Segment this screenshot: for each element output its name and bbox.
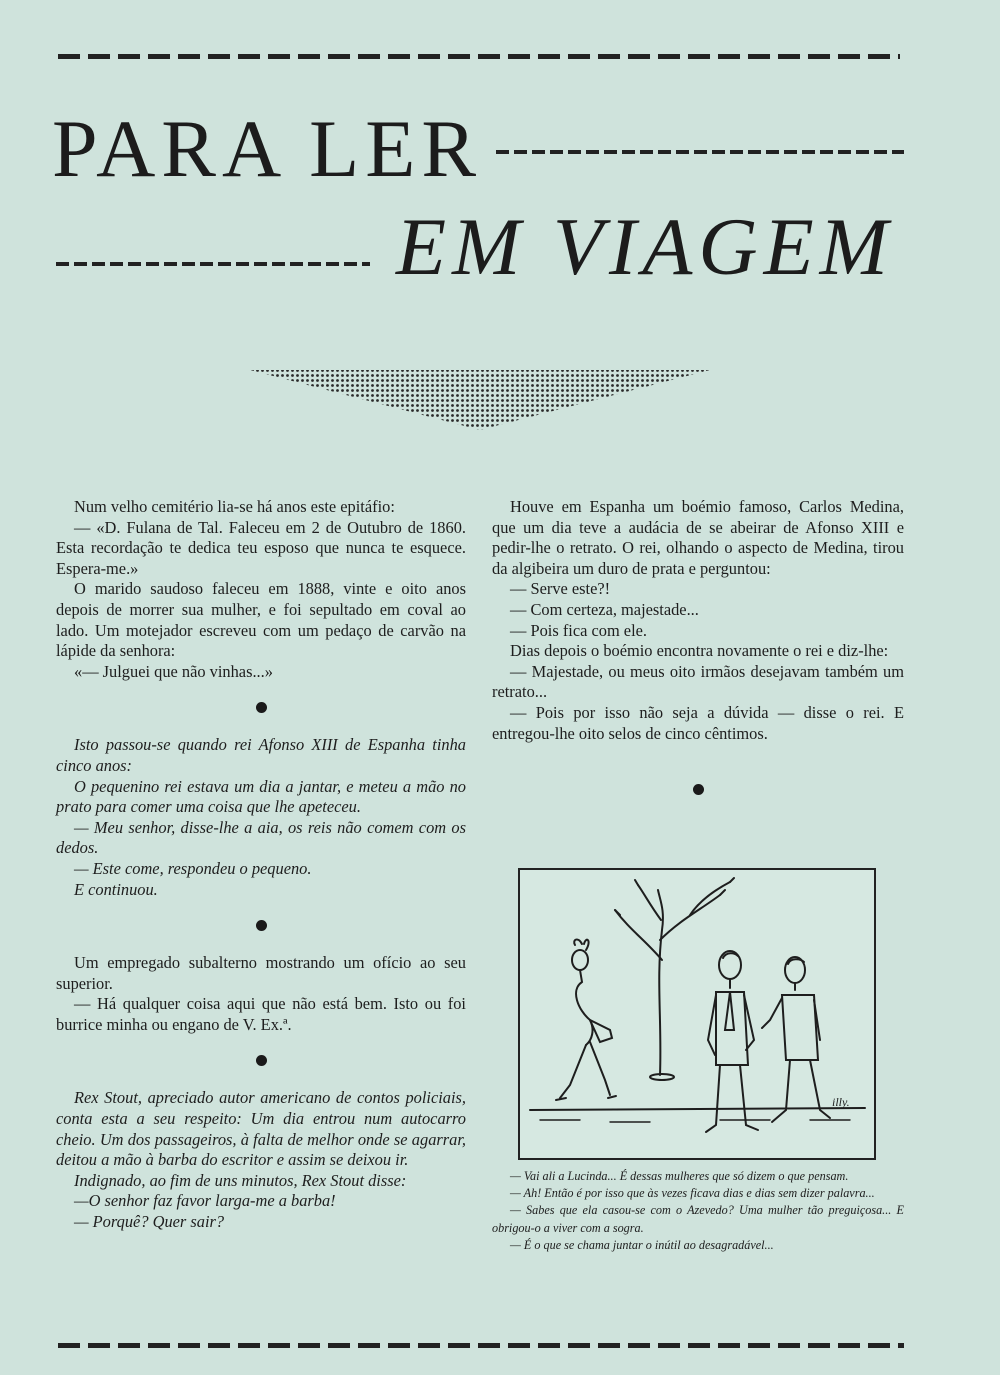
paragraph: — «D. Fulana de Tal. Faleceu em 2 de Outubro de 1860. Esta recordação te dedica teu esposo que nunca te esquece. Espera-me.» <box>56 517 466 578</box>
separator-dot <box>256 1055 267 1066</box>
paragraph: — Porquê? Quer sair? <box>74 1212 225 1232</box>
paragraph: Rex Stout, apreciado autor americano de contos policiais, conta esta a seu respeito: Um dia entrou num autocarro cheio. Um dos passageiros, à falta de melhor onde se agarrar, deitou a mão à barba do escritor e assim se deixou ir. <box>56 1088 466 1170</box>
right-column <box>492 497 904 817</box>
story-king-child <box>56 735 466 900</box>
cartoon-drawing <box>520 870 874 1158</box>
paragraph: — Há qualquer coisa aqui que não está bem. Isto ou foi burrice minha ou engano de V. Ex.ª. <box>56 994 466 1034</box>
triangle-ornament <box>250 368 710 434</box>
cartoon-illustration <box>518 868 876 1160</box>
paragraph: — Majestade, ou meus oito irmãos desejavam também um retrato... <box>492 661 904 702</box>
bottom-border <box>58 1343 904 1348</box>
cartoon-caption <box>492 1168 904 1254</box>
separator-dot <box>256 702 267 713</box>
paragraph: Num velho cemitério lia-se há anos este epitáfio: <box>74 497 395 516</box>
story-epitaph <box>56 497 466 682</box>
title-dash-left <box>56 262 370 266</box>
paragraph: Isto passou-se quando rei Afonso XIII de Espanha tinha cinco anos: <box>56 735 466 775</box>
caption-line: — Vai ali a Lucinda... É dessas mulheres que só dizem o que pensam. <box>510 1169 849 1183</box>
cartoon-signature: illy. <box>832 1095 850 1109</box>
paragraph: — Pois fica com ele. <box>510 620 648 640</box>
caption-line: — É o que se chama juntar o inútil ao desagradável... <box>510 1237 774 1252</box>
paragraph: — Serve este?! <box>510 579 611 599</box>
title-line-2: EM VIAGEM <box>396 201 894 292</box>
story-bohemian <box>492 497 904 744</box>
paragraph: E continuou. <box>74 879 158 899</box>
paragraph: Houve em Espanha um boémio famoso, Carlos Medina, que um dia teve a audácia de se abeirar de Afonso XIII e pedir-lhe o retrato. O rei, olhando o aspecto de Medina, tirou da algibeira um duro de prata e perguntou: <box>492 497 904 578</box>
title-dash-right <box>496 150 904 154</box>
top-border <box>58 54 900 59</box>
paragraph: «— Julguei que não vinhas...» <box>74 661 273 681</box>
story-rex-stout <box>56 1088 466 1232</box>
paragraph: — Com certeza, majestade... <box>510 599 699 619</box>
paragraph: O marido saudoso faleceu em 1888, vinte e oito anos depois de morrer sua mulher, e foi sepultado em coval ao lado. Um motejador escreveu com um pedaço de carvão na lápide da senhora: <box>56 579 466 661</box>
paragraph: —O senhor faz favor larga-me a barba! <box>74 1191 336 1211</box>
separator-dot <box>256 920 267 931</box>
paragraph: Um empregado subalterno mostrando um ofício ao seu superior. <box>56 953 466 993</box>
title-line-1: PARA LER <box>52 103 483 194</box>
caption-line: — Ah! Então é por isso que às vezes ficava dias e dias sem dizer palavra... <box>510 1186 875 1201</box>
paragraph: — Este come, respondeu o pequeno. <box>74 858 312 878</box>
paragraph: Indignado, ao fim de uns minutos, Rex Stout disse: <box>74 1170 407 1190</box>
story-clerk <box>56 953 466 1035</box>
caption-line: — Sabes que ela casou-se com o Azevedo? Uma mulher tão preguiçosa... E obrigou-o a viver com a sogra. <box>492 1203 904 1235</box>
paragraph: — Pois por isso não seja a dúvida — disse o rei. E entregou-lhe oito selos de cinco cêntimos. <box>492 702 904 743</box>
paragraph: Dias depois o boémio encontra novamente o rei e diz-lhe: <box>510 641 889 661</box>
paragraph: O pequenino rei estava um dia a jantar, e meteu a mão no prato para comer uma coisa que lhe apeteceu. <box>56 776 466 817</box>
paragraph: — Meu senhor, disse-lhe a aia, os reis não comem com os dedos. <box>56 817 466 858</box>
left-column <box>56 497 466 1233</box>
separator-dot <box>693 784 704 795</box>
